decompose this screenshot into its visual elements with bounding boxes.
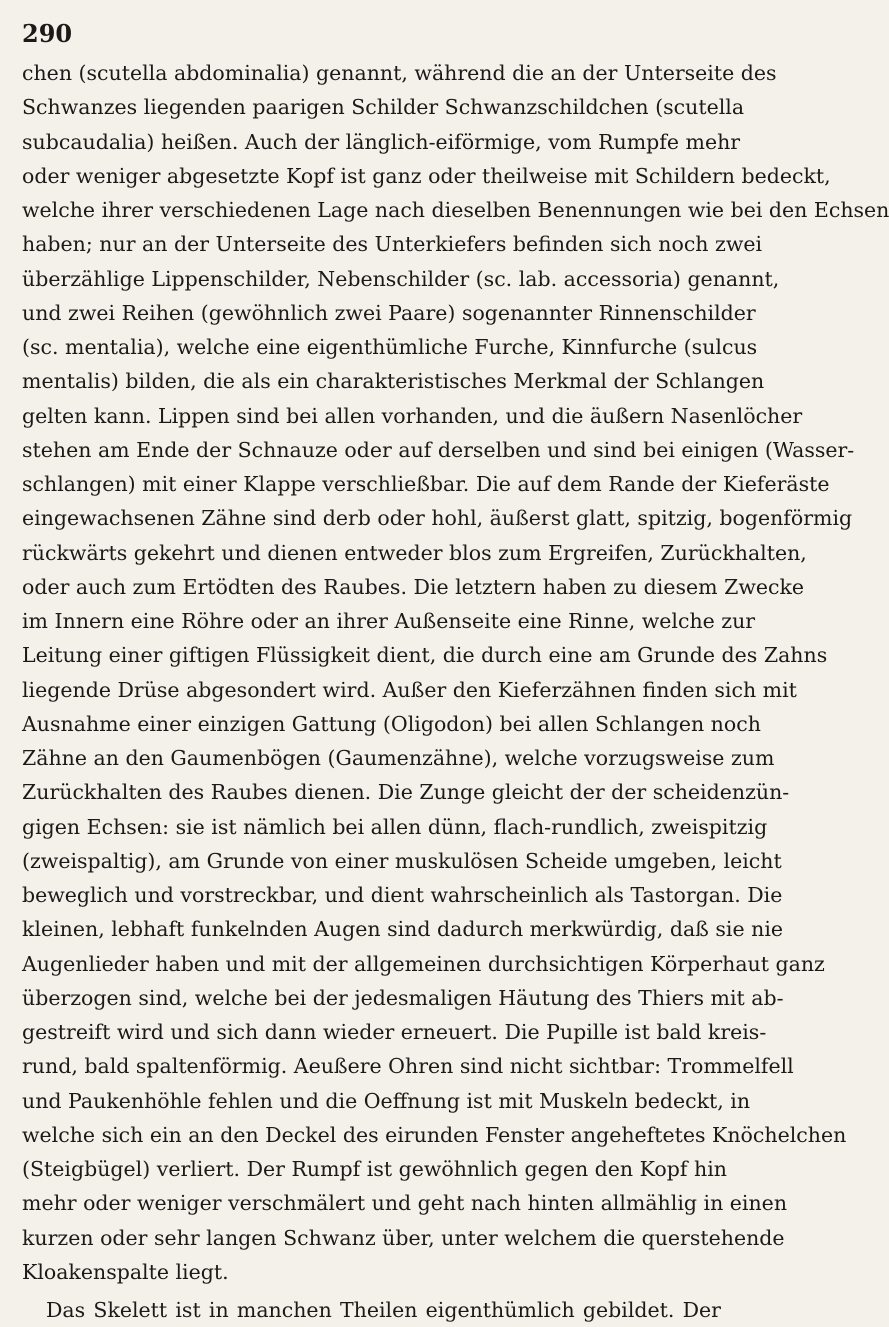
text-line: oder weniger abgesetzte Kopf ist ganz oder theilweise mit Schildern bedeckt, [22,163,831,188]
text-line: rückwärts gekehrt und dienen entweder blos zum Ergreifen, Zurückhalten, [22,540,807,565]
text-line: mentalis) bilden, die als ein charakteristisches Merkmal der Schlangen [22,369,765,394]
text-line: welche ihrer verschiedenen Lage nach dieselben Benennungen wie bei den Echsen [22,198,889,222]
text-line: stehen am Ende der Schnauze oder auf derselben und sind bei einigen (Wasser- [22,437,855,462]
text-line: mehr oder weniger verschmälert und geht nach hinten allmählig in einen [22,1191,788,1216]
text-line: eingewachsenen Zähne sind derb oder hohl, äußerst glatt, spitzig, bogenförmig [22,506,853,531]
text-line: liegende Drüse abgesondert wird. Außer den Kieferzähnen finden sich mit [22,677,797,702]
text-line: kleinen, lebhaft funkelnden Augen sind dadurch merkwürdig, daß sie nie [22,917,784,942]
text-line: im Innern eine Röhre oder an ihrer Außenseite eine Rinne, welche zur [22,609,756,633]
text-line: schlangen) mit einer Klappe verschließbar. Die auf dem Rande der Kieferäste [22,472,830,496]
text-line: überzählige Lippenschilder, Nebenschilder (sc. lab. accessoria) genannt, [22,266,780,291]
text-line: gigen Echsen: sie ist nämlich bei allen dünn, flach-rundlich, zweispitzig [22,814,768,839]
text-line: Augenlieder haben und mit der allgemeinen durchsichtigen Körperhaut ganz [22,951,825,976]
text-line: und zwei Reihen (gewöhnlich zwei Paare) sogenannter Rinnenschilder [22,300,756,325]
text-line: Kloakenspalte liegt. [22,1259,229,1284]
page-number: 290 [22,19,73,48]
text-line: Schwanzes liegenden paarigen Schilder Schwanzschildchen (scutella [22,95,745,120]
text-line: Zähne an den Gaumenbögen (Gaumenzähne), welche vorzugsweise zum [22,746,775,770]
text-line: (sc. mentalia), welche eine eigenthümliche Furche, Kinnfurche (sulcus [22,335,758,359]
text-line: und Paukenhöhle fehlen und die Oeffnung ist mit Muskeln bedeckt, in [22,1088,751,1113]
text-line: gestreift wird und sich dann wieder erneuert. Die Pupille ist bald kreis- [22,1020,767,1044]
text-line: Zurückhalten des Raubes dienen. Die Zunge gleicht der der scheidenzün- [22,780,790,805]
text-line: Das Skelett ist in manchen Theilen eigenthümlich gebildet. Der [46,1298,721,1322]
body-text [22,56,889,1327]
text-line: Ausnahme einer einzigen Gattung (Oligodon) bei allen Schlangen noch [22,711,761,736]
text-line: Leitung einer giftigen Flüssigkeit dient, die durch eine am Grunde des Zahns [22,643,828,668]
paragraph [22,1293,721,1327]
text-line: haben; nur an der Unterseite des Unterkiefers befinden sich noch zwei [22,232,763,257]
text-line: beweglich und vorstreckbar, und dient wahrscheinlich als Tastorgan. Die [22,883,783,907]
text-line: überzogen sind, welche bei der jedesmaligen Häutung des Thiers mit ab- [22,985,784,1010]
text-line: (Steigbügel) verliert. Der Rumpf ist gewöhnlich gegen den Kopf hin [22,1157,727,1181]
text-line: kurzen oder sehr langen Schwanz über, unter welchem die querstehende [22,1225,785,1250]
text-line: gelten kann. Lippen sind bei allen vorhanden, und die äußern Nasenlöcher [22,403,803,428]
text-line: (zweispaltig), am Grunde von einer muskulösen Scheide umgeben, leicht [22,848,782,873]
text-line: chen (scutella abdominalia) genannt, während die an der Unterseite des [22,61,777,85]
text-line: subcaudalia) heißen. Auch der länglich-eiförmige, vom Rumpfe mehr [22,129,741,154]
text-line: welche sich ein an den Deckel des eirunden Fenster angeheftetes Knöchelchen [22,1122,847,1147]
text-line: oder auch zum Ertödten des Raubes. Die letztern haben zu diesem Zwecke [22,574,805,599]
text-line: rund, bald spaltenförmig. Aeußere Ohren sind nicht sichtbar: Trommelfell [22,1054,794,1079]
paragraph [22,56,889,1289]
